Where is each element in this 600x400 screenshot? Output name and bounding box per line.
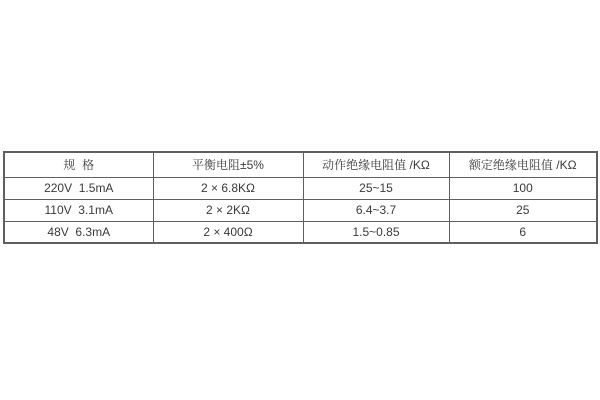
cell-balance-resistance: 2 × 2KΩ [153, 199, 303, 221]
cell-action-insulation: 1.5~0.85 [303, 221, 449, 243]
cell-spec: 48V 6.3mA [4, 221, 153, 243]
table-row [4, 177, 597, 199]
table-row [4, 199, 597, 221]
spec-table-container [3, 151, 596, 244]
column-header-action-insulation-resistance: 动作绝缘电阻值 /KΩ [303, 152, 449, 177]
column-header-balance-resistance: 平衡电阻±5% [153, 152, 303, 177]
header-row [4, 152, 597, 177]
cell-balance-resistance: 2 × 400Ω [153, 221, 303, 243]
cell-balance-resistance: 2 × 6.8KΩ [153, 177, 303, 199]
spec-table [3, 151, 598, 244]
cell-action-insulation: 6.4~3.7 [303, 199, 449, 221]
table-row [4, 221, 597, 243]
column-header-rated-insulation-resistance: 额定绝缘电阻值 /KΩ [449, 152, 597, 177]
cell-spec: 110V 3.1mA [4, 199, 153, 221]
cell-rated-insulation: 25 [449, 199, 597, 221]
cell-rated-insulation: 100 [449, 177, 597, 199]
cell-spec: 220V 1.5mA [4, 177, 153, 199]
column-header-spec: 规 格 [4, 152, 153, 177]
cell-action-insulation: 25~15 [303, 177, 449, 199]
cell-rated-insulation: 6 [449, 221, 597, 243]
